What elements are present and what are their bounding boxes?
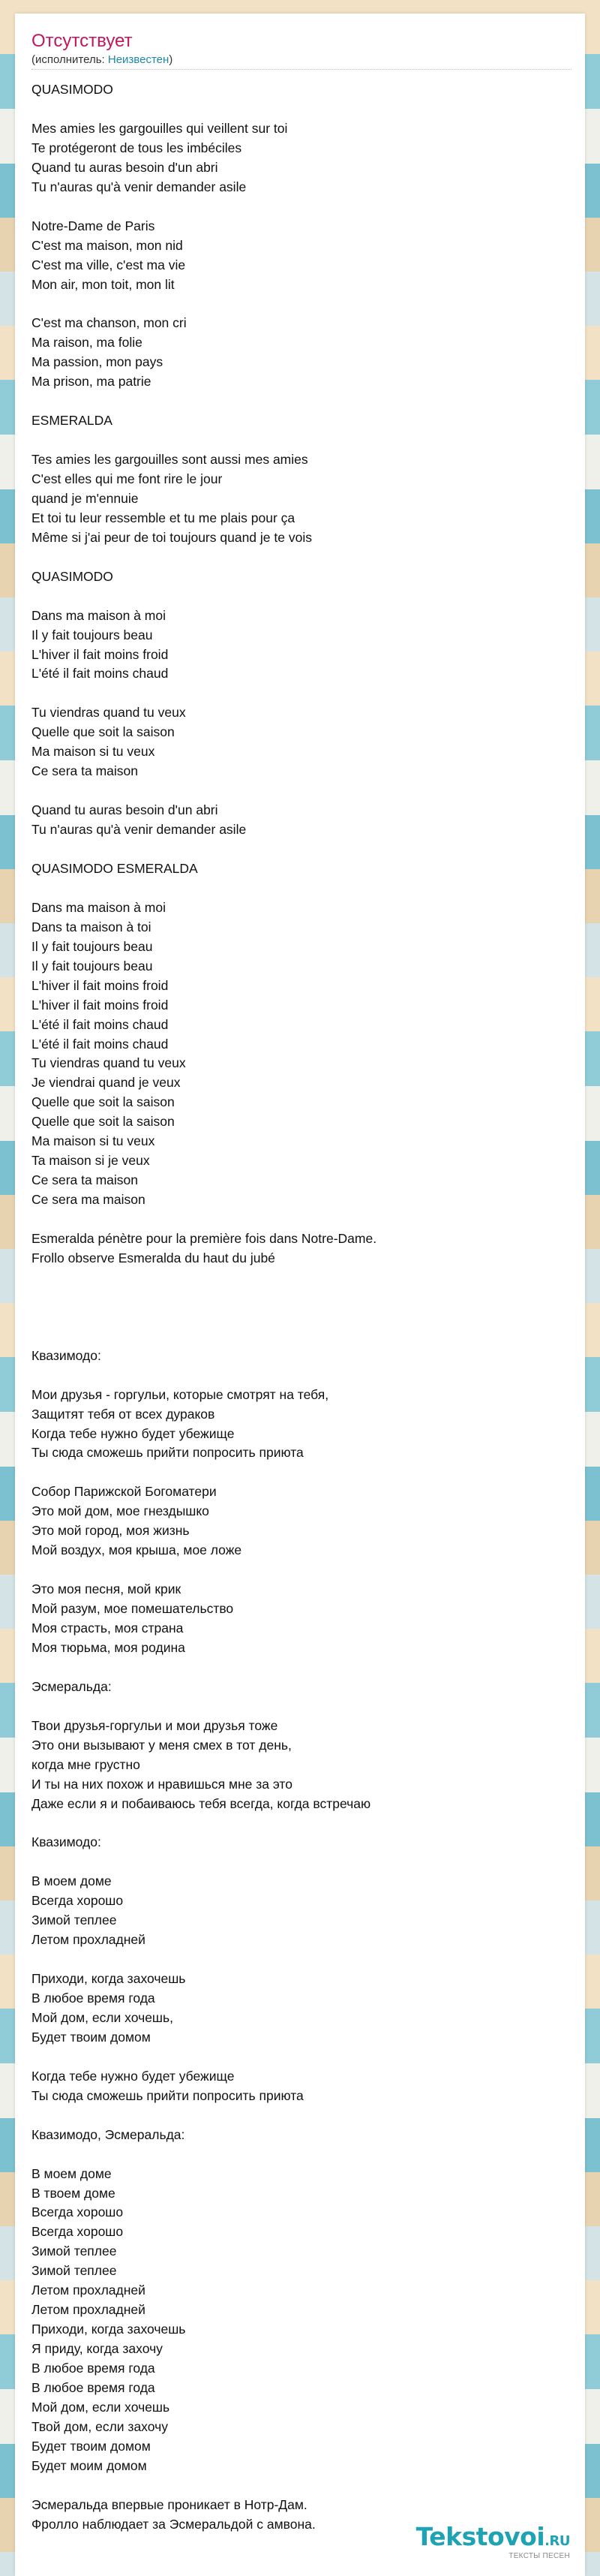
lyric-line: Защитят тебя от всех дураков (32, 1406, 215, 1422)
lyric-line: Мой дом, если хочешь, (32, 2009, 173, 2025)
lyric-line: Это моя песня, мой крик (32, 1581, 182, 1597)
lyric-line: Будет твоим домом (32, 2029, 151, 2045)
lyric-line: Dans ta maison à toi (32, 919, 152, 934)
blank-line (32, 1288, 585, 1308)
blank-line (32, 431, 585, 450)
lyric-line: Tu viendras quand tu veux (32, 705, 186, 721)
lyric-line: Летом прохладней (32, 2302, 146, 2318)
lyric-line: Ma maison si tu veux (32, 1133, 155, 1149)
lyric-line: В моем доме (32, 2165, 112, 2181)
lyric-line: Когда тебе нужно будет убежище (32, 1425, 235, 1441)
blank-line (32, 2476, 585, 2496)
lyric-line: Зимой теплее (32, 1912, 117, 1928)
lyric-line: Мои друзья - горгульи, которые смотрят на тебя, (32, 1386, 329, 1402)
lyric-line: Это мой дом, мое гнездышко (32, 1503, 209, 1519)
lyric-line: Il y fait toujours beau (32, 627, 153, 642)
blank-line (32, 1697, 585, 1717)
lyric-line: Et toi tu leur ressemble et tu me plais pour ça (32, 510, 296, 525)
performer-line (32, 53, 572, 70)
lyric-line: Ce sera ta maison (32, 763, 139, 779)
lyrics-text (15, 70, 585, 2535)
lyric-line: Мой воздух, моя крыша, мое ложе (32, 1542, 242, 1558)
lyric-line: И ты на них похож и нравишься мне за это (32, 1776, 292, 1792)
lyric-line: Это мой город, моя жизнь (32, 1523, 190, 1539)
lyric-line: Dans ma maison à moi (32, 899, 166, 915)
lyric-line: Ma raison, ma folie (32, 335, 142, 351)
lyric-line: Quand tu auras besoin d'un abri (32, 159, 218, 175)
blank-line (32, 1950, 585, 1970)
song-header (15, 14, 585, 70)
lyric-line: В любое время года (32, 1991, 155, 2006)
lyric-line: Tu viendras quand tu veux (32, 1055, 186, 1071)
lyric-line: Зимой теплее (32, 2243, 117, 2259)
lyric-line: В любое время года (32, 2361, 155, 2376)
lyric-line: Квазимодо: (32, 1347, 101, 1363)
blank-line (32, 1327, 585, 1347)
lyric-line: Ты сюда сможешь прийти попросить приюта (32, 1445, 304, 1461)
lyric-line: Notre-Dame de Paris (32, 218, 155, 233)
lyric-line: Даже если я и побаиваюсь тебя всегда, когда встречаю (32, 1795, 371, 1811)
lyric-line: Моя страсть, моя страна (32, 1621, 184, 1636)
lyric-line: Мой разум, мое помешательство (32, 1601, 234, 1617)
lyric-line: Эсмеральда впервые проникает в Нотр-Дам. (32, 2496, 308, 2512)
lyric-line: Te protégeront de tous les imbéciles (32, 140, 242, 155)
lyric-line: Всегда хорошо (32, 2224, 124, 2240)
lyric-line: Quelle que soit la saison (32, 724, 175, 740)
blank-line (32, 1560, 585, 1580)
blank-line (32, 197, 585, 217)
lyric-line: L'été il fait moins chaud (32, 1016, 169, 1032)
blank-line (32, 1814, 585, 1834)
performer-prefix: (исполнитель: (32, 53, 108, 66)
lyric-line: Ma passion, mon pays (32, 354, 164, 370)
lyric-line: Quelle que soit la saison (32, 1094, 175, 1110)
lyric-line: Tes amies les gargouilles sont aussi mes amies (32, 452, 308, 468)
lyric-line: QUASIMODO (32, 82, 113, 97)
lyric-line: Мой дом, если хочешь (32, 2400, 170, 2415)
lyric-line: Frollo observe Esmeralda du haut du jubé (32, 1250, 275, 1265)
lyric-line: Mes amies les gargouilles qui veillent sur toi (32, 120, 288, 136)
lyric-line: Quand tu auras besoin d'un abri (32, 802, 218, 818)
lyric-line: Будет моим домом (32, 2457, 147, 2473)
lyric-line: Всегда хорошо (32, 1893, 124, 1909)
lyric-line: Tu n'auras qu'à venir demander asile (32, 179, 247, 194)
lyric-line: Ты сюда сможешь прийти попросить приюта (32, 2087, 304, 2103)
blank-line (32, 1308, 585, 1327)
lyric-line: Tu n'auras qu'à venir demander asile (32, 822, 247, 838)
lyric-line: L'hiver il fait moins froid (32, 646, 169, 662)
lyric-line: Il y fait toujours beau (32, 938, 153, 954)
lyric-line: Твои друзья-горгульи и мои друзья тоже (32, 1717, 278, 1733)
lyric-line: Всегда хорошо (32, 2204, 124, 2220)
lyric-line: Эсмеральда: (32, 1678, 112, 1694)
logo-tagline: ТЕКСТЫ ПЕСЕН (508, 2552, 570, 2560)
performer-suffix: ) (169, 53, 173, 66)
lyric-line: В моем доме (32, 1873, 112, 1889)
lyric-line: Ce sera ta maison (32, 1172, 139, 1188)
lyric-line: Твой дом, если захочу (32, 2418, 168, 2434)
lyric-line: Je viendrai quand je veux (32, 1075, 181, 1091)
lyric-line: C'est elles qui me font rire le jour (32, 471, 223, 486)
lyric-line: Зимой теплее (32, 2263, 117, 2279)
blank-line (32, 1366, 585, 1386)
lyric-line: Собор Парижской Богоматери (32, 1484, 217, 1500)
blank-line (32, 1658, 585, 1678)
blank-line (32, 1210, 585, 1229)
logo-wordmark: Tekstovoi.RU (416, 2522, 570, 2551)
lyric-line: Ta maison si je veux (32, 1153, 150, 1169)
blank-line (32, 1268, 585, 1288)
lyric-line: Моя тюрьма, моя родина (32, 1639, 185, 1655)
blank-line (32, 294, 585, 314)
blank-line (32, 392, 585, 411)
lyric-line: L'hiver il fait moins froid (32, 997, 169, 1013)
lyric-line: Будет твоим домом (32, 2438, 151, 2454)
lyric-line: Это они вызывают у меня смех в тот день, (32, 1737, 292, 1753)
blank-line (32, 2106, 585, 2126)
lyric-line: Ma maison si tu veux (32, 744, 155, 760)
lyric-line: L'été il fait moins chaud (32, 666, 169, 682)
lyric-line: QUASIMODO (32, 568, 113, 584)
lyric-line: C'est ma chanson, mon cri (32, 315, 187, 331)
lyric-line: Приходи, когда захочешь (32, 2322, 186, 2337)
lyric-line: C'est ma maison, mon nid (32, 237, 183, 253)
lyric-line: Летом прохладней (32, 1932, 146, 1948)
lyric-line: Quelle que soit la saison (32, 1114, 175, 1130)
lyric-line: Квазимодо: (32, 1834, 101, 1850)
lyric-line: Ma prison, ma patrie (32, 374, 152, 390)
lyric-line: Квазимодо, Эсмеральда: (32, 2126, 185, 2142)
lyric-line: Il y fait toujours beau (32, 958, 153, 974)
lyric-line: Ce sera ma maison (32, 1192, 146, 1208)
blank-line (32, 100, 585, 119)
lyric-line: Dans ma maison à moi (32, 607, 166, 623)
lyric-line: В любое время года (32, 2380, 155, 2396)
site-logo[interactable] (416, 2523, 570, 2560)
blank-line (32, 2145, 585, 2165)
lyric-line: когда мне грустно (32, 1756, 140, 1772)
blank-line (32, 587, 585, 606)
performer-link[interactable]: Неизвестен (107, 53, 170, 66)
lyric-line: Приходи, когда захочешь (32, 1971, 186, 1987)
lyric-line: Même si j'ai peur de toi toujours quand je te vois (32, 529, 312, 545)
lyric-line: Летом прохладней (32, 2283, 146, 2298)
lyrics-page (15, 14, 585, 2576)
lyric-line: Esmeralda pénètre pour la première fois dans Notre-Dame. (32, 1231, 377, 1247)
lyric-line: L'hiver il fait moins froid (32, 977, 169, 993)
blank-line (32, 2048, 585, 2067)
song-title: Отсутствует (32, 31, 133, 51)
lyric-line: quand je m'ennuie (32, 490, 139, 506)
blank-line (32, 548, 585, 567)
blank-line (32, 1463, 585, 1482)
lyric-line: Mon air, mon toit, mon lit (32, 276, 175, 292)
lyric-line: Я приду, когда захочу (32, 2341, 163, 2357)
lyric-line: L'été il fait moins chaud (32, 1036, 169, 1052)
lyric-line: C'est ma ville, c'est ma vie (32, 257, 186, 272)
blank-line (32, 1852, 585, 1872)
blank-line (32, 684, 585, 703)
blank-line (32, 840, 585, 859)
lyric-line: Фролло наблюдает за Эсмеральдой с амвона. (32, 2516, 316, 2532)
lyric-line: ESMERALDA (32, 413, 112, 429)
lyric-line: QUASIMODO ESMERALDA (32, 860, 198, 876)
blank-line (32, 879, 585, 898)
lyric-line: Когда тебе нужно будет убежище (32, 2068, 235, 2084)
lyric-line: В твоем доме (32, 2185, 116, 2201)
blank-line (32, 781, 585, 801)
